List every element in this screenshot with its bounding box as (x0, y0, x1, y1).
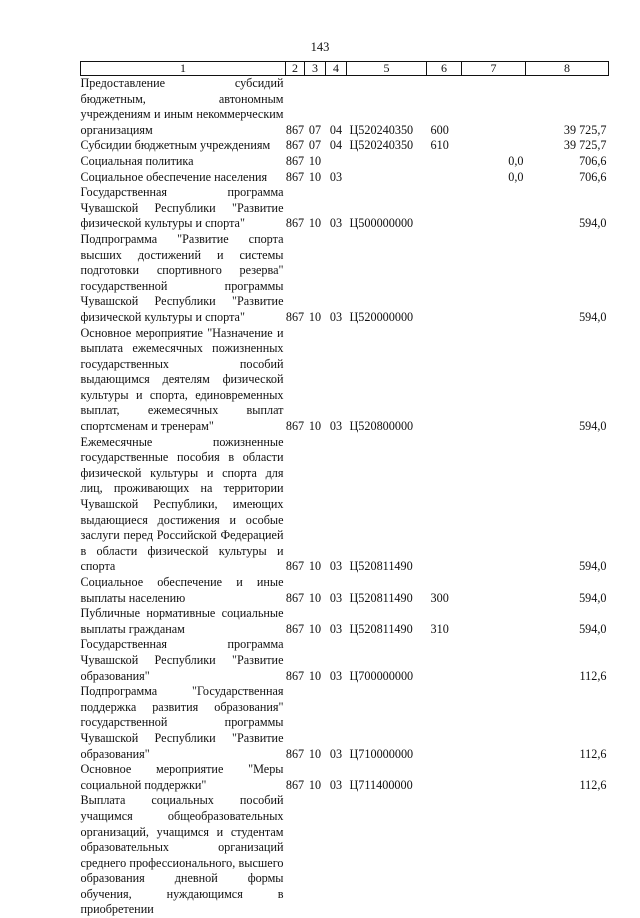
budget-table (80, 61, 609, 918)
cell-section: 10 (305, 170, 326, 186)
cell-name: Публичные нормативные социальные выплаты гражданам (81, 606, 286, 637)
cell-section: 10 (305, 435, 326, 575)
cell-amount-col7 (462, 138, 526, 154)
cell-name: Ежемесячные пожизненные государственные пособия в области физической культуры и спорта для лиц, проживающих на территории Чувашской Республики, имеющих выдающиеся достижения и особые заслуги перед Российской Федерацией в области физической культуры и спорта (81, 435, 286, 575)
table-row (81, 326, 609, 435)
cell-expense-type: 600 (427, 76, 462, 139)
cell-admin-code: 867 (286, 185, 305, 232)
cell-section: 10 (305, 232, 326, 326)
cell-amount-col7 (462, 606, 526, 637)
cell-expense-type (427, 435, 462, 575)
cell-subsection: 04 (326, 138, 347, 154)
column-header: 1 (81, 62, 286, 76)
cell-admin-code (286, 793, 305, 918)
cell-amount-col8: 594,0 (526, 575, 609, 606)
cell-section: 10 (305, 684, 326, 762)
table-row (81, 575, 609, 606)
cell-name: Основное мероприятие "Назначение и выплата ежемесячных пожизненных государственных пособий выдающимся деятелям физической культуры и спорта, единовременных выплат, ежемесячных выплат спортсменам и тренерам" (81, 326, 286, 435)
cell-admin-code: 867 (286, 637, 305, 684)
cell-amount-col7 (462, 575, 526, 606)
cell-target-article (347, 793, 427, 918)
cell-expense-type: 300 (427, 575, 462, 606)
table-row (81, 138, 609, 154)
table-row (81, 170, 609, 186)
cell-name: Выплата социальных пособий учащимся общеобразовательных организаций, учащимся и студентам образовательных организаций среднего профессионального, высшего образования дневной формы обучения, нуждающимся в приобретении (81, 793, 286, 918)
cell-amount-col7 (462, 435, 526, 575)
cell-target-article: Ц520240350 (347, 76, 427, 139)
table-body (81, 76, 609, 918)
cell-target-article: Ц710000000 (347, 684, 427, 762)
cell-amount-col7 (462, 684, 526, 762)
cell-amount-col7 (462, 185, 526, 232)
page-number: 143 (0, 40, 640, 55)
cell-admin-code: 867 (286, 76, 305, 139)
cell-amount-col8: 39 725,7 (526, 76, 609, 139)
cell-section: 10 (305, 185, 326, 232)
cell-admin-code: 867 (286, 138, 305, 154)
cell-section: 10 (305, 637, 326, 684)
cell-amount-col8: 706,6 (526, 170, 609, 186)
table-row (81, 637, 609, 684)
cell-target-article: Ц520000000 (347, 232, 427, 326)
table-row (81, 185, 609, 232)
cell-admin-code: 867 (286, 684, 305, 762)
cell-section: 07 (305, 76, 326, 139)
cell-name: Социальное обеспечение населения (81, 170, 286, 186)
table-row (81, 76, 609, 139)
cell-amount-col8: 594,0 (526, 435, 609, 575)
cell-amount-col8: 594,0 (526, 232, 609, 326)
cell-section: 10 (305, 154, 326, 170)
table-row (81, 684, 609, 762)
cell-subsection: 03 (326, 606, 347, 637)
cell-section: 07 (305, 138, 326, 154)
header-row (81, 62, 609, 76)
cell-amount-col8: 594,0 (526, 606, 609, 637)
cell-admin-code: 867 (286, 232, 305, 326)
cell-subsection: 03 (326, 575, 347, 606)
cell-name: Предоставление субсидий бюджетным, автономным учреждениям и иным некоммерческим организациям (81, 76, 286, 139)
cell-admin-code: 867 (286, 326, 305, 435)
cell-amount-col7: 0,0 (462, 170, 526, 186)
table-row (81, 606, 609, 637)
column-header: 2 (286, 62, 305, 76)
table-row (81, 232, 609, 326)
cell-amount-col8: 112,6 (526, 684, 609, 762)
cell-amount-col7 (462, 637, 526, 684)
cell-target-article: Ц520811490 (347, 575, 427, 606)
cell-expense-type (427, 170, 462, 186)
column-header: 7 (462, 62, 526, 76)
cell-subsection: 03 (326, 684, 347, 762)
cell-amount-col8: 112,6 (526, 762, 609, 793)
column-header: 6 (427, 62, 462, 76)
cell-target-article: Ц711400000 (347, 762, 427, 793)
cell-subsection (326, 154, 347, 170)
column-header: 4 (326, 62, 347, 76)
cell-amount-col7 (462, 232, 526, 326)
cell-expense-type (427, 637, 462, 684)
cell-expense-type: 310 (427, 606, 462, 637)
cell-admin-code: 867 (286, 762, 305, 793)
cell-subsection: 03 (326, 762, 347, 793)
cell-expense-type: 610 (427, 138, 462, 154)
cell-amount-col8 (526, 793, 609, 918)
cell-target-article: Ц700000000 (347, 637, 427, 684)
table-row (81, 762, 609, 793)
cell-target-article: Ц520811490 (347, 435, 427, 575)
column-header: 3 (305, 62, 326, 76)
cell-expense-type (427, 232, 462, 326)
cell-subsection: 03 (326, 185, 347, 232)
cell-name: Государственная программа Чувашской Республики "Развитие образования" (81, 637, 286, 684)
cell-admin-code: 867 (286, 606, 305, 637)
cell-expense-type (427, 793, 462, 918)
cell-admin-code: 867 (286, 154, 305, 170)
cell-expense-type (427, 684, 462, 762)
cell-name: Подпрограмма "Развитие спорта высших достижений и системы подготовки спортивного резерва" государственной программы Чувашской Республики "Развитие физической культуры и спорта" (81, 232, 286, 326)
cell-section: 10 (305, 606, 326, 637)
cell-amount-col7 (462, 793, 526, 918)
cell-subsection: 04 (326, 76, 347, 139)
cell-amount-col8: 594,0 (526, 185, 609, 232)
cell-amount-col7: 0,0 (462, 154, 526, 170)
cell-name: Социальная политика (81, 154, 286, 170)
table-row (81, 435, 609, 575)
cell-expense-type (427, 762, 462, 793)
cell-amount-col7 (462, 762, 526, 793)
cell-name: Основное мероприятие "Меры социальной поддержки" (81, 762, 286, 793)
cell-target-article: Ц520811490 (347, 606, 427, 637)
cell-name: Социальное обеспечение и иные выплаты населению (81, 575, 286, 606)
cell-amount-col8: 112,6 (526, 637, 609, 684)
cell-amount-col8: 706,6 (526, 154, 609, 170)
cell-subsection: 03 (326, 232, 347, 326)
cell-subsection (326, 793, 347, 918)
cell-section (305, 793, 326, 918)
cell-name: Государственная программа Чувашской Республики "Развитие физической культуры и спорта" (81, 185, 286, 232)
cell-subsection: 03 (326, 326, 347, 435)
cell-amount-col7 (462, 326, 526, 435)
cell-expense-type (427, 326, 462, 435)
cell-amount-col7 (462, 76, 526, 139)
cell-expense-type (427, 154, 462, 170)
cell-target-article: Ц500000000 (347, 185, 427, 232)
cell-section: 10 (305, 326, 326, 435)
cell-admin-code: 867 (286, 435, 305, 575)
cell-admin-code: 867 (286, 170, 305, 186)
cell-target-article (347, 154, 427, 170)
cell-target-article: Ц520240350 (347, 138, 427, 154)
table-row (81, 154, 609, 170)
cell-amount-col8: 594,0 (526, 326, 609, 435)
column-header: 5 (347, 62, 427, 76)
cell-name: Субсидии бюджетным учреждениям (81, 138, 286, 154)
cell-admin-code: 867 (286, 575, 305, 606)
column-header: 8 (526, 62, 609, 76)
cell-subsection: 03 (326, 637, 347, 684)
cell-target-article: Ц520800000 (347, 326, 427, 435)
cell-subsection: 03 (326, 435, 347, 575)
cell-subsection: 03 (326, 170, 347, 186)
cell-target-article (347, 170, 427, 186)
cell-expense-type (427, 185, 462, 232)
cell-amount-col8: 39 725,7 (526, 138, 609, 154)
cell-name: Подпрограмма "Государственная поддержка развития образования" государственной программы Чувашской Республики "Развитие образования" (81, 684, 286, 762)
cell-section: 10 (305, 762, 326, 793)
cell-section: 10 (305, 575, 326, 606)
table-row (81, 793, 609, 918)
